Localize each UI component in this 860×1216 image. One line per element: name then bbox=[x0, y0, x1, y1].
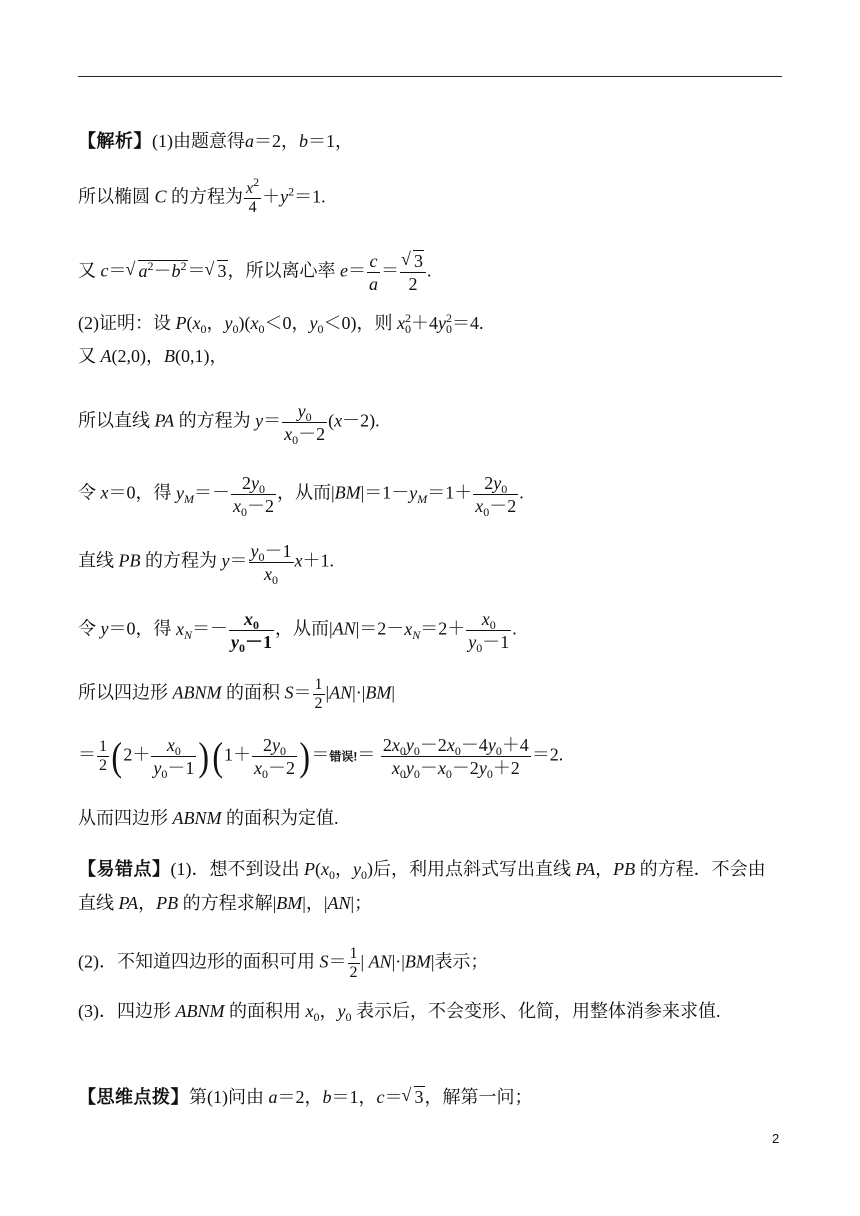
analysis-line-11: ＝ $\frac{1}{2}$ (2＋ $\frac{x_0}{y_0-1}$ )(1＋ $\frac{2y_0}{x_0-2}$ )＝错误!＝ $\frac{2x_0y_0-2x_0-4y_0+4}{x_0y_0-x_0-2y_0+2}$ ＝2. bbox=[78, 733, 564, 781]
fraction: $\frac{1}{2}$ bbox=[99, 738, 107, 774]
error-mark: 错误! bbox=[329, 749, 358, 764]
pitfall-line-1: 【易错点】(1)．想不到设出 $P(x_0$，$y_0$)后，利用点斜式写出直线 PA，PB 的方程．不会由直线 PA，PB 的方程求解|BM|，|AN|； bbox=[78, 859, 766, 913]
analysis-label: 【解析】 bbox=[78, 131, 152, 151]
analysis-line-6: 所以直线 PA 的方程为 y＝ $\frac{y_0}{x_0-2}$ (x－2). bbox=[78, 401, 380, 447]
analysis-line-5: 又 A(2,0)，B(0,1)， bbox=[78, 346, 228, 366]
fraction: $\frac{x^2}{4}$ bbox=[246, 175, 260, 216]
fraction: $\frac{x_0}{y_0-1}$ bbox=[153, 735, 195, 781]
pitfall-line-3: (3)．四边形 ABNM 的面积用 $x_0$，$y_0$ 表示后，不会变形、化简，用整体消参来求值. bbox=[78, 1001, 721, 1024]
analysis-line-1: 【解析】(1)由题意得a＝2，b＝1， bbox=[78, 131, 353, 151]
page-number: 2 bbox=[772, 1131, 780, 1146]
fraction: $\frac{2y_0}{x_0-2}$ bbox=[253, 735, 295, 781]
fraction: $\frac{y_0}{x_0-2}$ bbox=[284, 401, 326, 447]
analysis-line-2: 所以椭圆 C 的方程为 $\frac{x^2}{4}$ $+y^2=1$. bbox=[78, 175, 326, 216]
header-rule bbox=[78, 76, 782, 77]
fraction: √ $\frac{3}{2}$ bbox=[400, 250, 426, 295]
analysis-line-7: 令 x＝0，得 $y_M=-$ $\frac{2y_0}{x_0-2}$ ，从而$|BM|=1-y_M=1+$ $\frac{2y_0}{x_0-2}$ . bbox=[78, 473, 524, 519]
analysis-line-3: 又 c＝√ $a^2-b^2=√$ 3，所以离心率 e＝ $\frac{c}{a}$ ＝ √ $\frac{3}{2}$ . bbox=[78, 250, 782, 295]
analysis-line-9: 令 y＝0，得 $x_N=-$ $\frac{x_0}{y_0-1}$ ，从而$|AN|=2-x_N=2+$ $\frac{x_0}{y_0-1}$ . bbox=[78, 609, 517, 655]
analysis-line-10: 所以四边形 ABNM 的面积 S＝ $\frac{1}{2}$ |AN|·|BM| bbox=[78, 676, 395, 712]
fraction: $\frac{2y_0}{x_0-2}$ bbox=[233, 473, 274, 519]
sqrt: √ $a^2-b^2$ bbox=[127, 258, 188, 284]
fraction: $\frac{x_0}{y_0-1}$ bbox=[468, 609, 510, 655]
thinking-label: 【思维点拨】 bbox=[78, 1087, 189, 1107]
analysis-line-4: (2)证明：设 $P(x_0$，$y_0)(x_0<0$，$y_0<0$)，则 $x_0^2+4y_0^2=4$. bbox=[78, 311, 484, 336]
pitfall-line-2: (2)．不知道四边形的面积可用 S＝ $\frac{1}{2}$ | AN|·|BM|表示； bbox=[78, 945, 489, 981]
analysis-line-8: 直线 PB 的方程为 y＝ $\frac{y_0-1}{x_0}$ x＋1. bbox=[78, 541, 334, 587]
fraction: $\frac{1}{2}$ bbox=[349, 945, 358, 981]
fraction: $\frac{2y_0}{x_0-2}$ bbox=[475, 473, 517, 519]
fraction: $\frac{c}{a}$ bbox=[369, 251, 378, 294]
fraction: $\frac{y_0-1}{x_0}$ bbox=[250, 541, 292, 587]
fraction: $\frac{2x_0y_0-2x_0-4y_0+4}{x_0y_0-x_0-2y_0+2}$ bbox=[382, 735, 529, 781]
analysis-line-12: 从而四边形 ABNM 的面积为定值. bbox=[78, 808, 339, 828]
pitfall-label: 【易错点】 bbox=[78, 859, 171, 879]
thinking-line-1: 【思维点拨】第(1)问由 a＝2，b＝1，c＝√ 3，解第一问； bbox=[78, 1084, 782, 1110]
fraction: $\frac{1}{2}$ bbox=[314, 676, 323, 712]
fraction: $\frac{x_0}{y_0-1}$ bbox=[231, 609, 273, 655]
